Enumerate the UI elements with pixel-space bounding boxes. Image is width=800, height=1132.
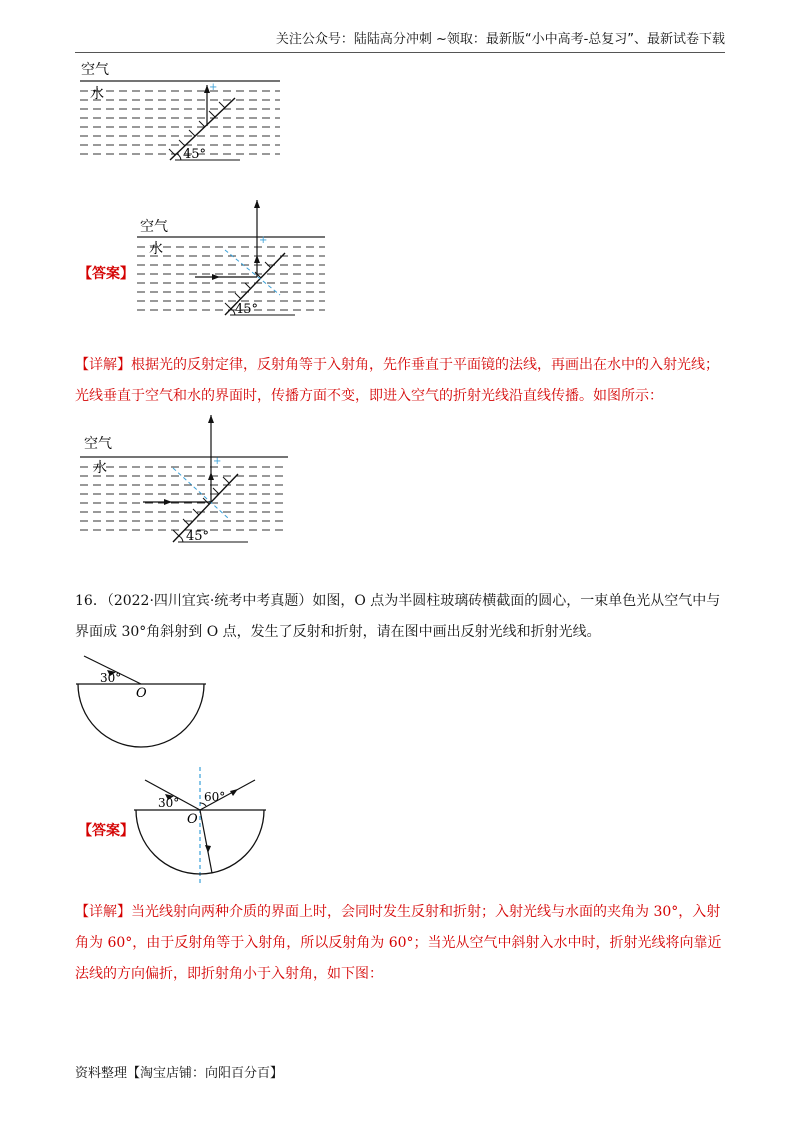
detail-label-15: 【详解】 (75, 357, 131, 373)
semicircle-figure-question (74, 648, 214, 748)
label-angle-45: 45° (186, 529, 210, 544)
label-water: 水 (90, 86, 104, 102)
detail-15 (75, 350, 725, 412)
question-number: 16． (75, 593, 107, 609)
detail-16 (75, 897, 725, 990)
question-16 (75, 586, 725, 648)
label-angle-30: 30° (158, 796, 180, 810)
label-o: O (187, 812, 198, 827)
label-air: 空气 (84, 436, 112, 452)
svg-text:+: + (209, 82, 218, 93)
mirror-figure-question (75, 58, 290, 180)
label-air: 空气 (81, 62, 109, 78)
answer-label-15: 【答案】 (78, 266, 134, 282)
label-angle-30: 30° (100, 671, 122, 685)
question-source: （2022·四川宜宾·统考中考真题） (106, 593, 313, 609)
label-water: 水 (93, 460, 107, 476)
label-water: 水 (149, 241, 163, 257)
mirror-figure-answer (135, 195, 330, 325)
label-o: O (136, 686, 147, 701)
label-air: 空气 (140, 219, 168, 235)
label-angle-45: 45° (235, 302, 259, 317)
label-angle-60: 60° (204, 790, 226, 804)
page-footer: 资料整理【淘宝店铺：向阳百分百】 (75, 1066, 284, 1081)
detail-text-16: 当光线射向两种介质的界面上时，会同时发生反射和折射；入射光线与水面的夹角为 30°，入射角为 60°，由于反射角等于入射角，所以反射角为 60°；当光从空气中斜射入水中时，折射光线将向靠近法线的方向偏折，即折射角小于入射角，如下图： (75, 904, 722, 982)
label-angle-45: 45° (183, 147, 207, 162)
mirror-figure-detail (78, 410, 293, 552)
answer-label-16: 【答案】 (78, 823, 134, 839)
page-header: 关注公众号：陆陆高分冲刺 ~领取：最新版“小中高考-总复习”、最新试卷下载 (75, 30, 725, 53)
semicircle-figure-answer (130, 765, 275, 890)
question-text: 如图，O 点为半圆柱玻璃砖横截面的圆心，一束单色光从空气中与界面成 30°角斜射到 O 点，发生了反射和折射，请在图中画出反射光线和折射光线。 (75, 593, 721, 640)
svg-text:+: + (213, 456, 222, 467)
detail-text-15: 根据光的反射定律，反射角等于入射角，先作垂直于平面镜的法线，再画出在水中的入射光线；光线垂直于空气和水的界面时，传播方面不变，即进入空气的折射光线沿直线传播。如图所示： (75, 357, 719, 404)
svg-text:+: + (259, 235, 268, 246)
detail-label-16: 【详解】 (75, 904, 131, 920)
